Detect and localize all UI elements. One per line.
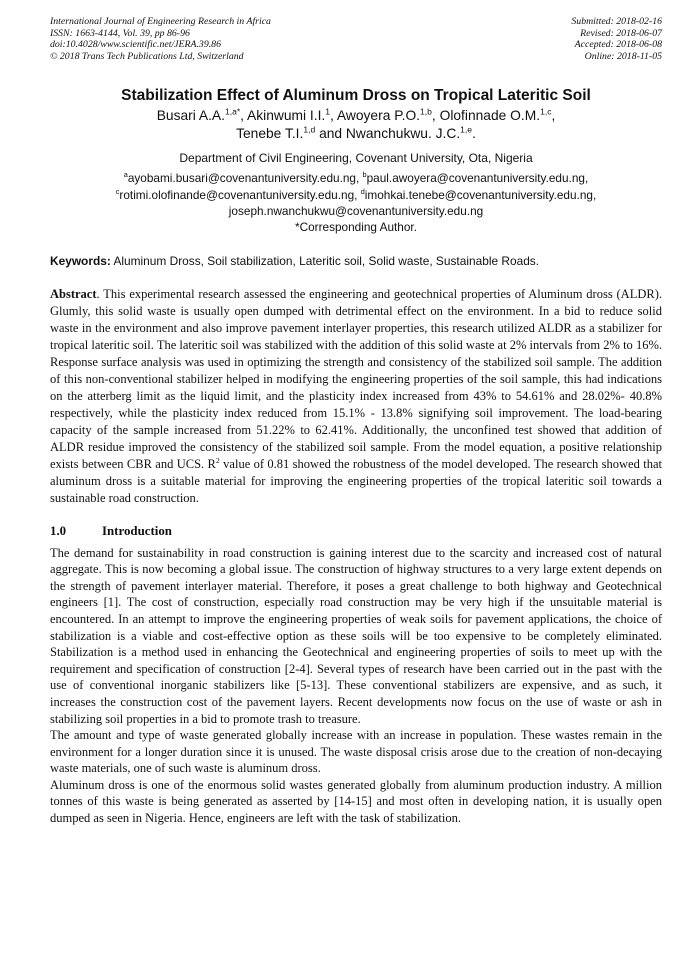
- date-online: Online: 2018-11-05: [584, 50, 662, 62]
- journal-doi: doi:10.4028/www.scientific.net/JERA.39.86: [50, 39, 221, 51]
- journal-header: [50, 16, 662, 62]
- date-accepted: Accepted: 2018-06-08: [574, 39, 662, 51]
- corresponding-author-note: *Corresponding Author.: [295, 220, 417, 235]
- journal-name: International Journal of Engineering Research in Africa: [50, 16, 271, 27]
- email-line-3: joseph.nwanchukwu@covenantuniversity.edu.ng: [228, 203, 484, 218]
- affiliation: Department of Civil Engineering, Covenant University, Ota, Nigeria: [179, 151, 533, 166]
- paper-title: Stabilization Effect of Aluminum Dross on Tropical Lateritic Soil: [121, 87, 591, 105]
- email-line-1: $^a$ayobami.busari@covenantuniversity.edu.ng, $^b$paul.awoyera@covenantuniversity.edu.ng,: [123, 170, 589, 186]
- section-heading-introduction: [50, 523, 662, 539]
- authors-line-1: Busari A.A.$^{1,a*}$, Akinwumi I.I.$^1$, Awoyera P.O.$^{1,b}$, Olofinnade O.M.$^{1,c}$,: [156, 106, 556, 124]
- author-emails: [50, 170, 662, 235]
- keywords-line: Keywords: Aluminum Dross, Soil stabilization, Lateritic soil, Solid waste, Sustainable Roads.: [50, 253, 540, 268]
- introduction-paragraph-2: The amount and type of waste generated globally increase with an increase in population. These wastes remain in the environment for a longer duration since it is unused. The waste disposal crisis arose due to the creation of non-decaying waste materials, one of such waste is aluminum dross.: [50, 728, 662, 776]
- author-list: [50, 107, 662, 143]
- abstract-paragraph: Abstract. This experimental research assessed the engineering and geotechnical properties of Aluminum dross (ALDR). Glumly, this solid waste is usually open dumped with detrimental effect on the environment. In a bid to reduce solid waste in the environment and also improve pavement interlayer properties, this research utilized ALDR as a stabilizer for tropical lateritic soil. The lateritic soil was stabilized with the addition of this solid waste at 2% intervals from 2% to 16%. Response surface analysis was used in optimizing the strength and consistency of the stabilized soil sample. The addition of this non-conventional stabilizer helped in modifying the engineering properties of the soil sample, this had indications on the atterberg limit as the liquid limit, and the plasticity index increased from 43% to 54.61% and 28.02%- 40.8% respectively, while the plasticity index reduced from 15.1% - 13.8% signifying soil improvement. The load-bearing capacity of the sample increased from 51.22% to 62.41%. Additionally, the unconfined test showed that addition of ALDR residue improved the consistency of the stabilized soil sample. From the model equation, a positive relationship exists between CBR and UCS. $R^2$ value of 0.81 showed the robustness of the model developed. The research showed that aluminum dross is a suitable material for improving the engineering properties of the tropical lateritic soil towards a sustainable road construction.: [50, 286, 662, 505]
- email-line-2: $^c$rotimi.olofinande@covenantuniversity.edu.ng, $^d$imohkai.tenebe@covenantuniversity.edu.ng,: [115, 186, 597, 202]
- introduction-paragraph-3: Aluminum dross is one of the enormous solid wastes generated globally from aluminum production industry. A million tonnes of this waste is being generated as asserted by [14-15] and most often in developing nation, it is usually open dumped as seen in Nigeria. Hence, engineers are left with the task of stabilization.: [50, 777, 662, 826]
- journal-info: [50, 16, 271, 62]
- section-title: Introduction: [102, 523, 172, 538]
- introduction-paragraph-1: The demand for sustainability in road construction is gaining interest due to the scarcity and increased cost of natural aggregate. This is now becoming a global issue. The construction of highway structures to a very large extent depends on the strength of pavement interlayer material. Therefore, it poses a great challenge to both highway and Geotechnical engineers [1]. The cost of construction, especially road construction may be very high if the unsuitable material is encountered. In an attempt to improve the engineering properties of weak soils for pavement applications, the choice of stabilization is a viable and cost-effective option as these soils will be too expensive to be completely eliminated. Stabilization is a method used in enhancing the Geotechnical and engineering properties of soils to meet up with the requirement and specification of construction [2-4]. Several types of research have been carried out in the past with the use of conventional inorganic stabilizers like [5-13]. These conventional stabilizers are expensive, and as such, it increases the construction cost of the pavement layers. Recent developments now focus on the use of waste or ash in stabilizing soil properties in a bid to promote trash to treasure.: [50, 545, 662, 726]
- date-submitted: Submitted: 2018-02-16: [571, 16, 662, 27]
- authors-line-2: Tenebe T.I.$^{1,d}$ and Nwanchukwu. J.C.$^{1,e}$.: [236, 124, 476, 142]
- submission-dates: [571, 16, 662, 62]
- journal-issn-volume: ISSN: 1663-4144, Vol. 39, pp 86-96: [50, 27, 190, 39]
- section-number: 1.0: [50, 523, 67, 538]
- date-revised: Revised: 2018-06-07: [580, 27, 662, 39]
- page-content: [50, 16, 662, 827]
- journal-copyright: © 2018 Trans Tech Publications Ltd, Switzerland: [50, 50, 244, 62]
